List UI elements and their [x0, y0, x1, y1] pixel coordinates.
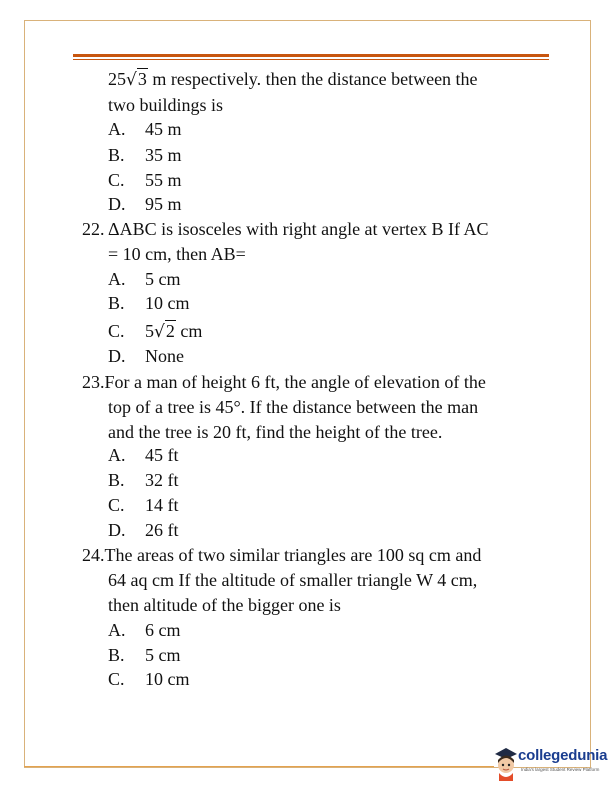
q21-coef: 25 — [108, 69, 126, 89]
q23-line1: 23.For a man of height 6 ft, the angle of elevation of the — [82, 372, 486, 392]
sqrt-symbol: √3 — [126, 69, 147, 90]
q23-line2: top of a tree is 45°. If the distance between the man — [108, 397, 479, 417]
q24-option-b: B. 5 cm — [108, 645, 181, 665]
sqrt-symbol: √2 — [154, 321, 175, 342]
q22-line1: 22. ΔABC is isosceles with right angle at vertex B If AC — [82, 219, 489, 239]
logo-tagline: India's largest Student Review Platform — [521, 767, 600, 772]
q21-option-c: C. 55 m — [108, 170, 182, 190]
q24-line2: 64 aq cm If the altitude of smaller triangle W 4 cm, — [108, 570, 478, 590]
q23-option-a: A. 45 ft — [108, 445, 179, 465]
footer-rule — [24, 766, 494, 767]
q23-line3: and the tree is 20 ft, find the height of the tree. — [108, 422, 443, 442]
q22-option-d: D. None — [108, 346, 184, 366]
q24-line3: then altitude of the bigger one is — [108, 595, 341, 615]
q23-option-d: D. 26 ft — [108, 520, 179, 540]
q21-option-d: D. 95 m — [108, 194, 182, 214]
q21-option-a: A. 45 m — [108, 119, 182, 139]
mascot-icon — [491, 745, 521, 781]
q24-line1: 24.The areas of two similar triangles are 100 sq cm and — [82, 545, 482, 565]
q22-option-a: A. 5 cm — [108, 269, 181, 289]
q22-option-c: C. 5√2 cm — [108, 321, 203, 342]
q21-line1-rest: m respectively. then the distance between the — [147, 69, 478, 89]
q22-option-b: B. 10 cm — [108, 293, 190, 313]
q22-line2: = 10 cm, then AB= — [108, 244, 246, 264]
q21-line1 — [108, 68, 478, 91]
logo-wordmark: collegedunia — [518, 747, 608, 764]
collegedunia-logo — [491, 745, 606, 783]
q24-option-c: C. 10 cm — [108, 669, 190, 689]
q24-option-a: A. 6 cm — [108, 620, 181, 640]
q23-option-c: C. 14 ft — [108, 495, 179, 515]
q21-line2: two buildings is — [108, 95, 224, 115]
q23-option-b: B. 32 ft — [108, 470, 179, 490]
q21-option-b: B. 35 m — [108, 145, 182, 165]
